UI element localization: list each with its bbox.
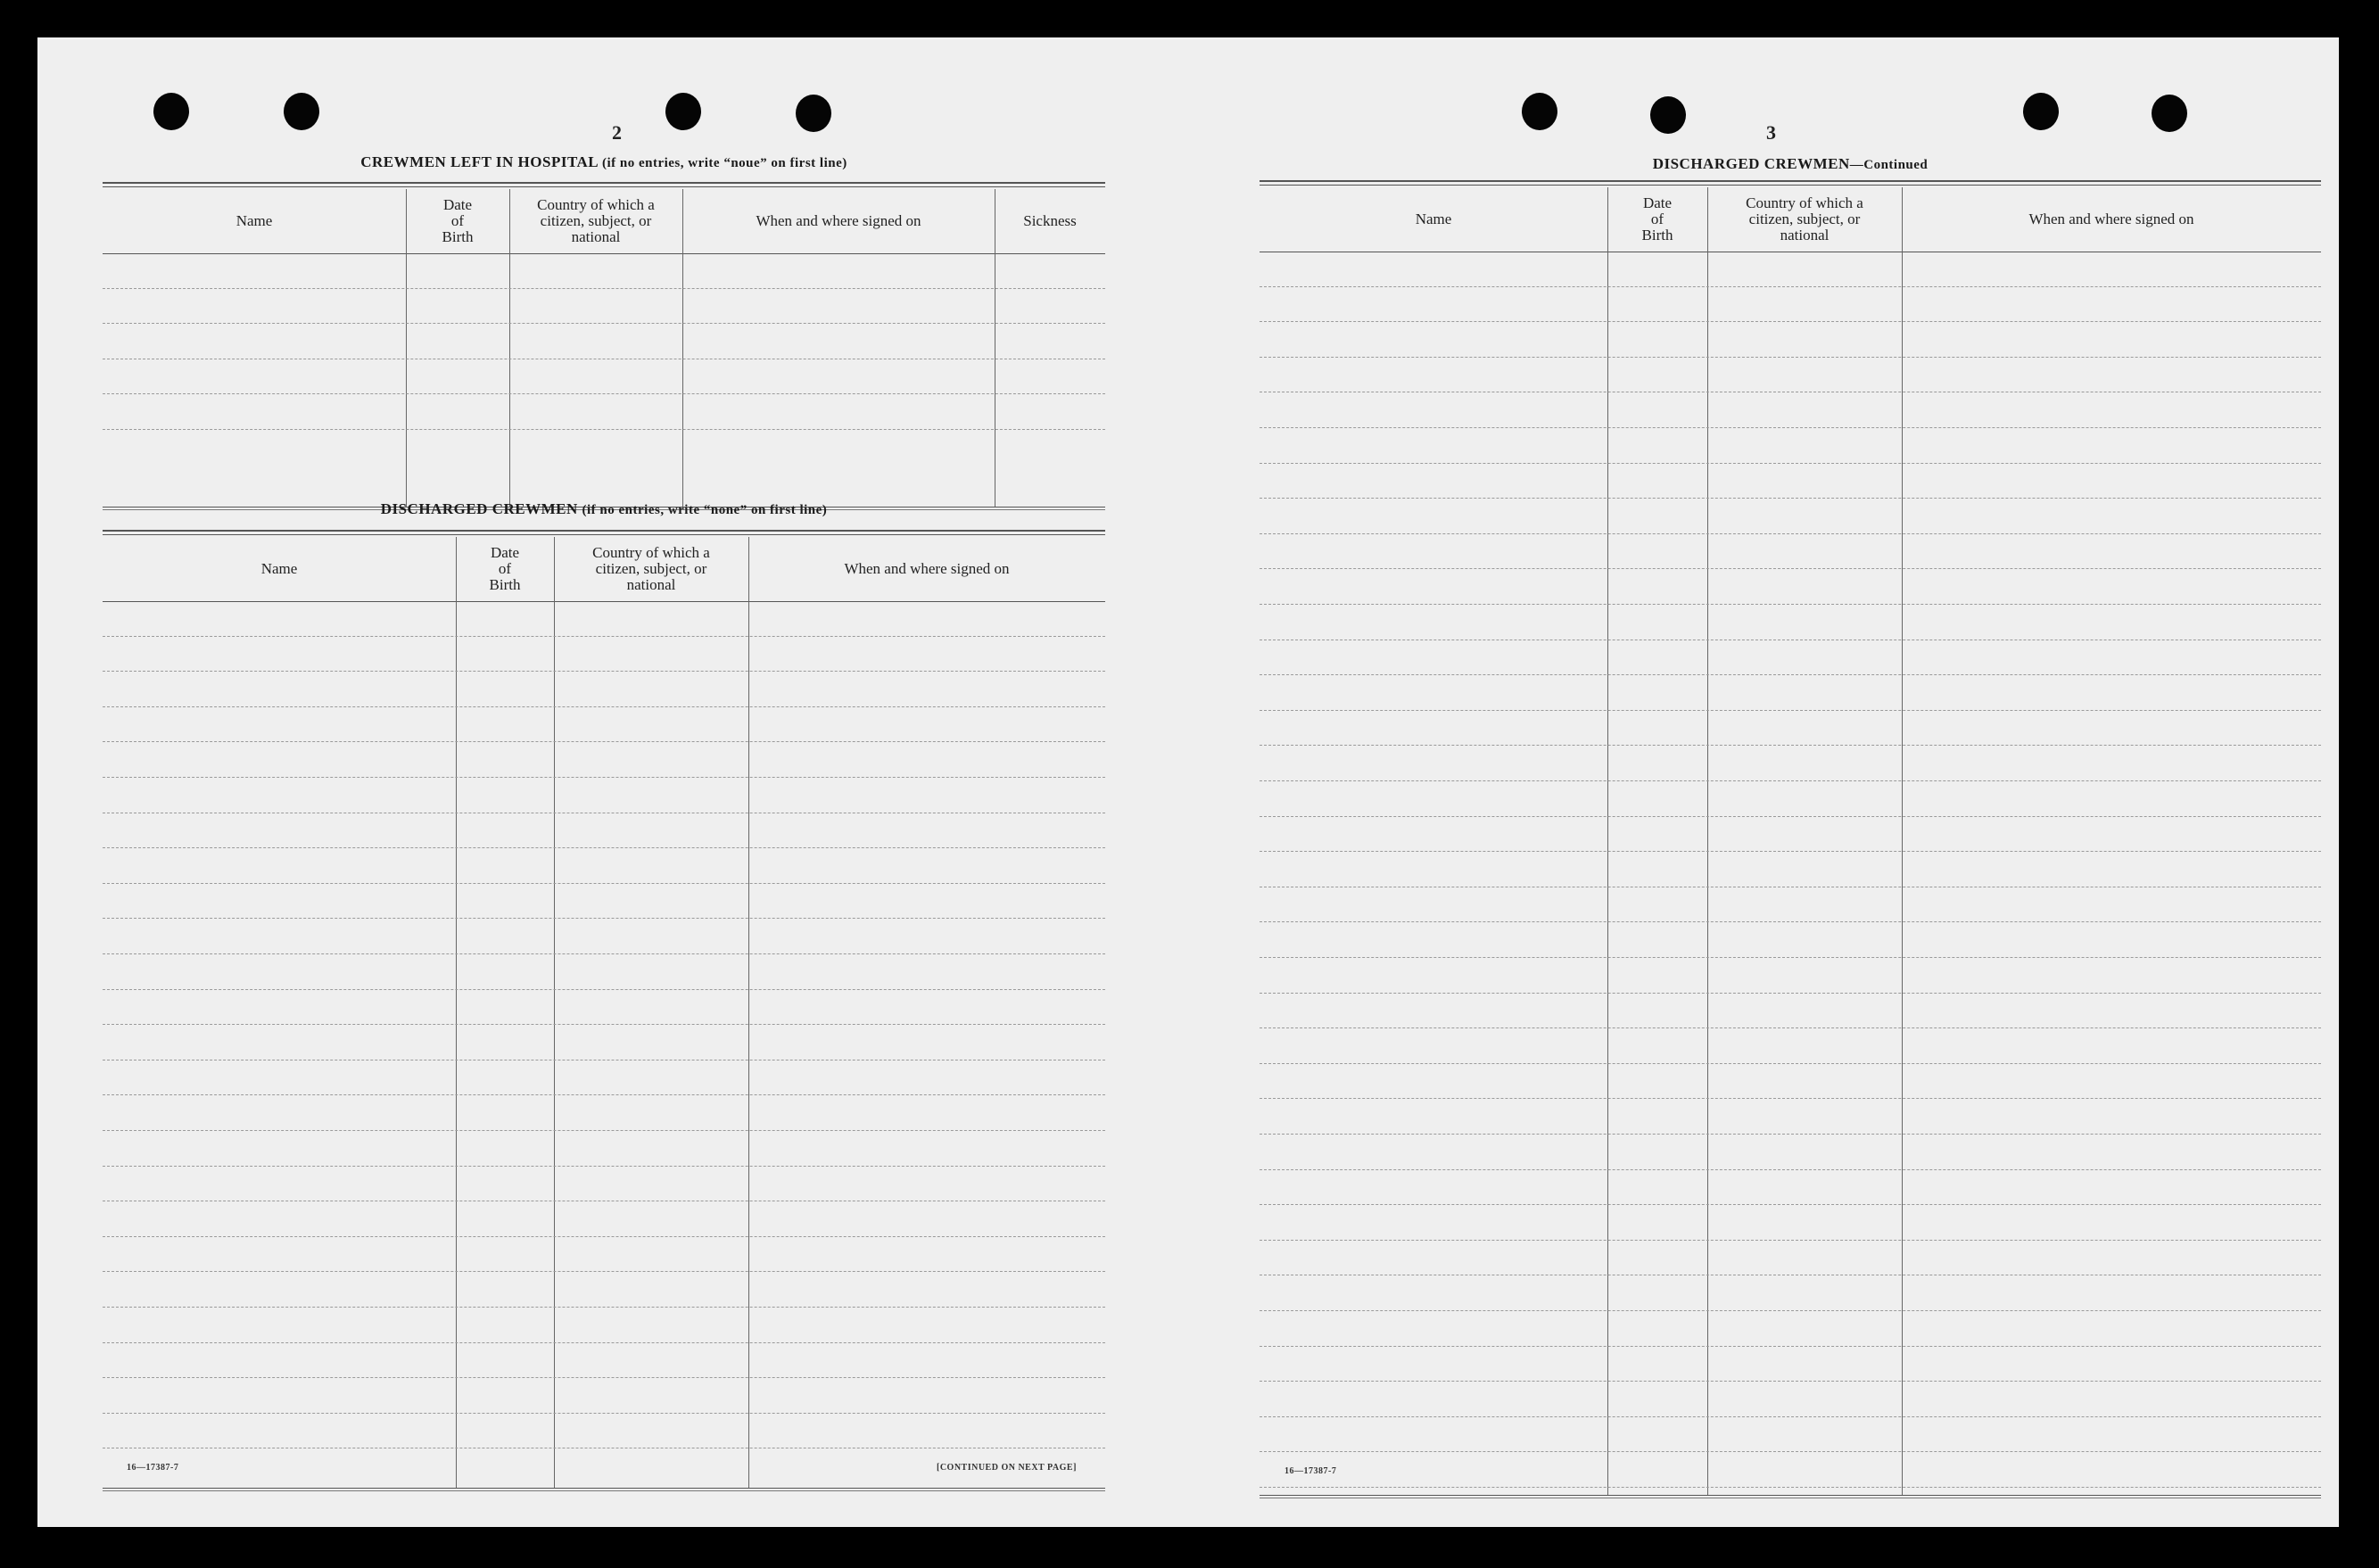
- continued-row-line: [1260, 851, 2321, 852]
- continued-col-header: Name: [1415, 210, 1452, 227]
- continued-row-line: [1260, 1240, 2321, 1241]
- continued-title-main: DISCHARGED CREWMEN: [1652, 155, 1850, 172]
- continued-row-line: [1260, 463, 2321, 464]
- punch-hole-icon: [2023, 93, 2059, 130]
- hospital-row-line: [103, 288, 1105, 289]
- continued-col-header: Date of Birth: [1641, 194, 1673, 243]
- discharged-table: [103, 537, 1105, 1490]
- continued-row-line: [1260, 1381, 2321, 1382]
- discharged-row-line: [103, 1342, 1105, 1343]
- hospital-column-divider: [509, 189, 510, 507]
- hospital-section-title: [103, 153, 1105, 171]
- hospital-col-header: When and where signed on: [756, 212, 921, 229]
- discharged-title-main: DISCHARGED CREWMEN: [380, 500, 578, 517]
- continued-row-line: [1260, 1204, 2321, 1205]
- discharged-row-line: [103, 1307, 1105, 1308]
- continued-row-line: [1260, 674, 2321, 675]
- continued-row-line: [1260, 1416, 2321, 1417]
- continued-row-line: [1260, 498, 2321, 499]
- form-number-right: 16—17387-7: [1284, 1466, 1337, 1476]
- continued-row-line: [1260, 286, 2321, 287]
- discharged-col-header: Country of which a citizen, subject, or national: [592, 544, 710, 593]
- page-number-left: 2: [612, 121, 622, 144]
- discharged-row-line: [103, 1094, 1105, 1095]
- punch-hole-icon: [284, 93, 319, 130]
- discharged-row-line: [103, 847, 1105, 848]
- continued-row-line: [1260, 1451, 2321, 1452]
- discharged-row-line: [103, 1377, 1105, 1378]
- discharged-col-header: When and where signed on: [844, 560, 1010, 577]
- continued-col-header: When and where signed on: [2028, 210, 2194, 227]
- hospital-title-main: CREWMEN LEFT IN HOSPITAL: [360, 153, 599, 170]
- continued-row-line: [1260, 1487, 2321, 1488]
- continued-column-divider: [1607, 187, 1608, 1495]
- discharged-continued-title: [1260, 155, 2321, 173]
- discharged-row-line: [103, 671, 1105, 672]
- discharged-bottom-rule: [103, 1488, 1105, 1491]
- continued-row-line: [1260, 745, 2321, 746]
- continued-row-line: [1260, 568, 2321, 569]
- discharged-row-line: [103, 989, 1105, 990]
- hospital-table: [103, 189, 1105, 510]
- discharged-col-header: Name: [260, 560, 298, 577]
- continued-top-rule: [1260, 180, 2321, 186]
- discharged-row-line: [103, 1271, 1105, 1272]
- punch-hole-icon: [2152, 95, 2187, 132]
- hospital-row-line: [103, 393, 1105, 394]
- continued-row-line: [1260, 921, 2321, 922]
- continued-row-line: [1260, 604, 2321, 605]
- continued-row-line: [1260, 780, 2321, 781]
- hospital-title-note: (if no entries, write “noue” on first line): [601, 156, 847, 170]
- punch-hole-icon: [153, 93, 189, 130]
- page-number-right: 3: [1766, 121, 1776, 144]
- continued-row-line: [1260, 1134, 2321, 1135]
- continued-row-line: [1260, 710, 2321, 711]
- continued-row-line: [1260, 427, 2321, 428]
- hospital-col-header: Name: [235, 212, 273, 229]
- punch-hole-icon: [1522, 93, 1557, 130]
- continued-bottom-rule: [1260, 1495, 2321, 1498]
- form-sheet: [37, 37, 2339, 1527]
- discharged-column-divider: [456, 537, 457, 1488]
- form-number-left: 16—17387-7: [127, 1463, 179, 1473]
- continued-row-line: [1260, 1169, 2321, 1170]
- discharged-row-line: [103, 1166, 1105, 1167]
- discharged-row-line: [103, 953, 1105, 954]
- continued-row-line: [1260, 1027, 2321, 1028]
- discharged-continued-table: [1260, 187, 2321, 1495]
- discharged-row-line: [103, 706, 1105, 707]
- hospital-row-line: [103, 429, 1105, 430]
- continued-note: [CONTINUED ON NEXT PAGE]: [937, 1463, 1077, 1473]
- continued-row-line: [1260, 357, 2321, 358]
- hospital-top-rule: [103, 182, 1105, 187]
- continued-col-header: Country of which a citizen, subject, or national: [1746, 194, 1863, 243]
- hospital-row-line: [103, 323, 1105, 324]
- discharged-row-line: [103, 1024, 1105, 1025]
- continued-row-line: [1260, 816, 2321, 817]
- continued-row-line: [1260, 1063, 2321, 1064]
- continued-row-line: [1260, 321, 2321, 322]
- discharged-column-divider: [748, 537, 749, 1488]
- hospital-column-divider: [682, 189, 683, 507]
- hospital-col-header: Sickness: [1023, 212, 1077, 229]
- discharged-row-line: [103, 1236, 1105, 1237]
- punch-hole-icon: [1650, 96, 1686, 134]
- continued-row-line: [1260, 533, 2321, 534]
- continued-column-divider: [1707, 187, 1708, 1495]
- discharged-row-line: [103, 883, 1105, 884]
- continued-row-line: [1260, 993, 2321, 994]
- hospital-col-header: Country of which a citizen, subject, or national: [537, 196, 655, 245]
- discharged-column-divider: [554, 537, 555, 1488]
- continued-title-note: —Continued: [1849, 158, 1929, 172]
- discharged-row-line: [103, 741, 1105, 742]
- continued-row-line: [1260, 957, 2321, 958]
- discharged-row-line: [103, 918, 1105, 919]
- hospital-col-header: Date of Birth: [442, 196, 474, 245]
- discharged-row-line: [103, 777, 1105, 778]
- discharged-row-line: [103, 636, 1105, 637]
- continued-row-line: [1260, 1098, 2321, 1099]
- continued-column-divider: [1902, 187, 1903, 1495]
- discharged-top-rule: [103, 530, 1105, 535]
- continued-row-line: [1260, 1310, 2321, 1311]
- punch-hole-icon: [665, 93, 701, 130]
- punch-hole-icon: [796, 95, 831, 132]
- discharged-title-note: (if no entries, write “none” on first line): [582, 503, 828, 517]
- discharged-row-line: [103, 1413, 1105, 1414]
- continued-row-line: [1260, 1346, 2321, 1347]
- discharged-col-header: Date of Birth: [489, 544, 521, 593]
- discharged-section-title: [103, 500, 1105, 518]
- discharged-row-line: [103, 1130, 1105, 1131]
- hospital-column-divider: [406, 189, 407, 507]
